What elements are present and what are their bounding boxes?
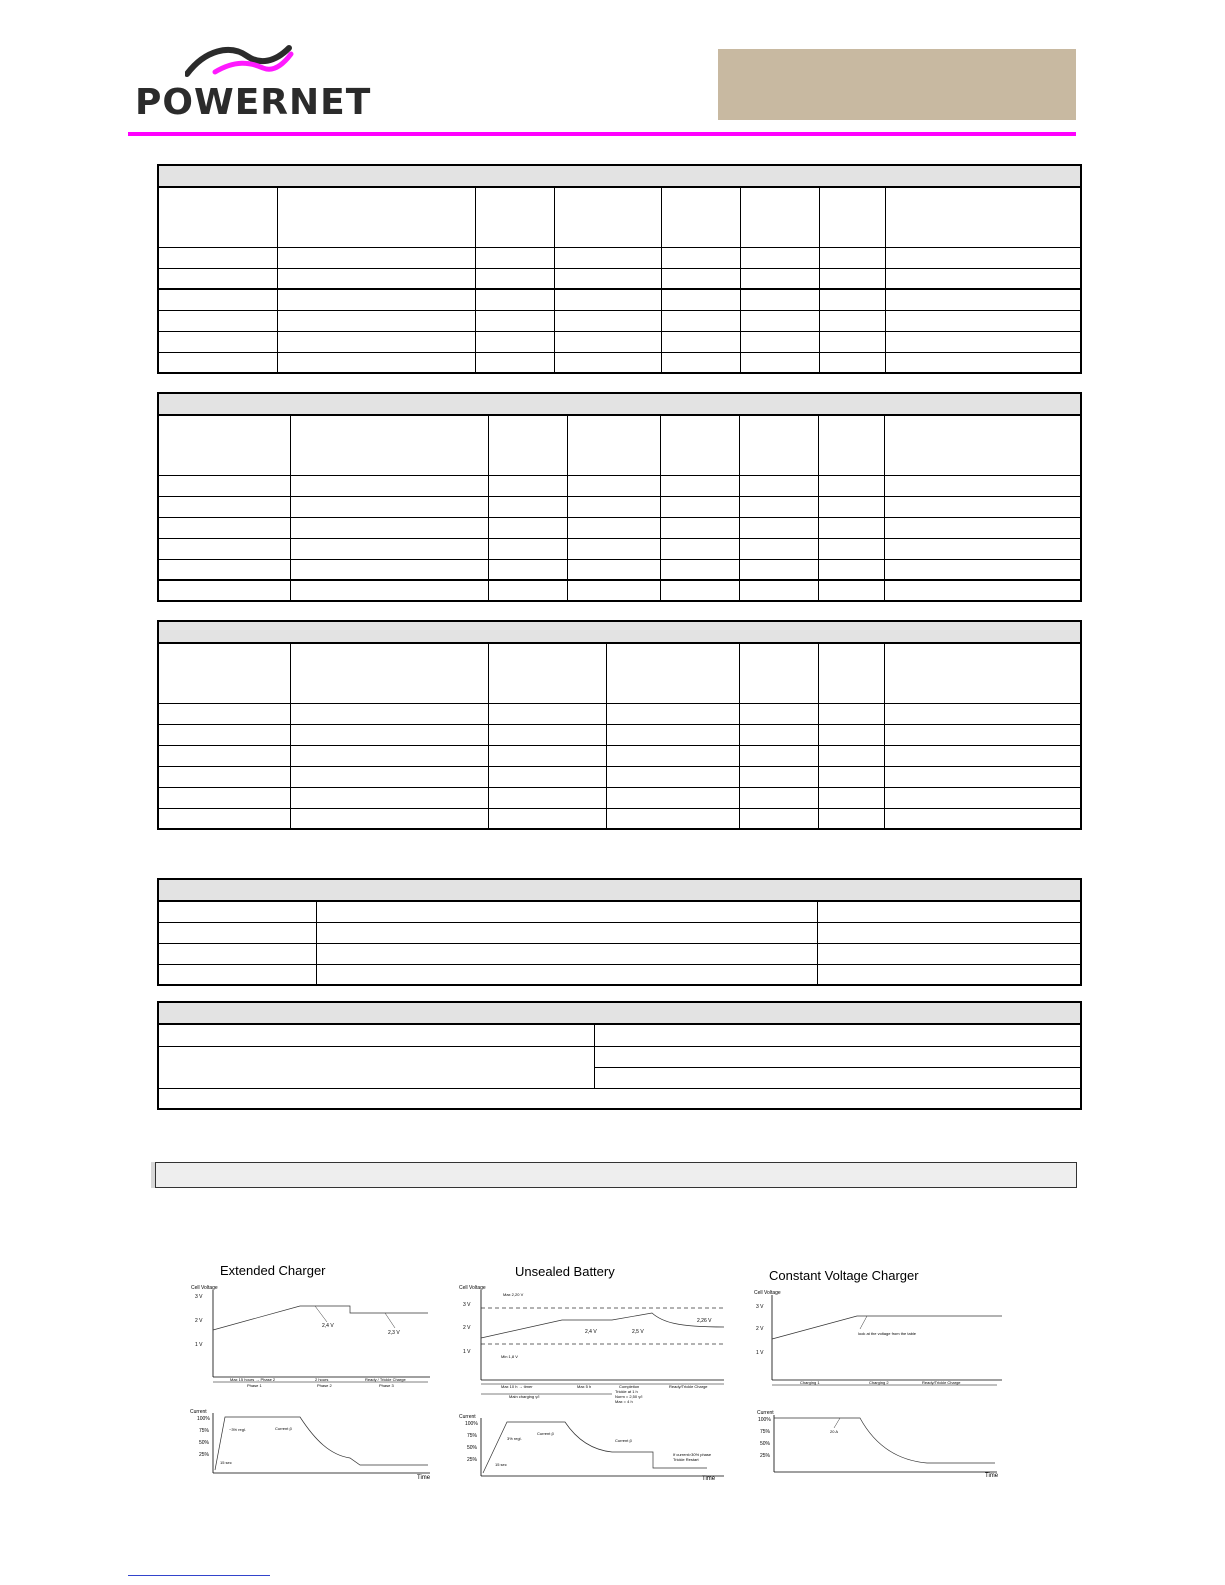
table-header: [158, 165, 1081, 187]
current-tick: 25%: [467, 1457, 478, 1463]
chart-title-constant: Constant Voltage Charger: [769, 1268, 919, 1283]
current-curve: [774, 1418, 995, 1463]
phase-label: Charging 1: [800, 1380, 820, 1385]
current-label: If current>30% phase: [673, 1452, 712, 1457]
header-title-box: [718, 49, 1076, 120]
voltage-tick: 3 V: [463, 1302, 471, 1308]
current-tick: 100%: [758, 1417, 771, 1423]
voltage-tick: 2 V: [756, 1326, 764, 1332]
voltage-axis-label: Cell Voltage: [754, 1290, 781, 1296]
voltage-tick: 1 V: [756, 1350, 764, 1356]
header-divider: [128, 132, 1076, 136]
table-header: [158, 621, 1081, 643]
voltage-label: look at the voltage from the table: [858, 1331, 917, 1336]
phase-name: Phase 2: [317, 1383, 332, 1388]
table-header: [158, 879, 1081, 901]
phase-label: Charging 2: [869, 1380, 889, 1385]
current-axis-label: Current: [757, 1410, 774, 1416]
current-tick: 50%: [760, 1441, 771, 1447]
phase-label: Ready/Trickle Charge: [922, 1380, 961, 1385]
current-tick: 50%: [467, 1445, 478, 1451]
spec-table-2: [157, 392, 1082, 602]
spec-table-1: [157, 164, 1082, 374]
table-header: [158, 393, 1081, 415]
unsealed-battery-diagram: [457, 1280, 727, 1480]
current-axis-label: Current: [459, 1414, 476, 1420]
section-bar: [155, 1162, 1077, 1188]
spec-table-3: [157, 620, 1082, 830]
current-curve: [483, 1422, 707, 1473]
phase-label: Max 5 h: [577, 1384, 592, 1389]
voltage-label: 2,5 V: [632, 1329, 644, 1335]
voltage-tick: 3 V: [756, 1304, 764, 1310]
current-curve: [215, 1417, 428, 1470]
voltage-tick: 2 V: [195, 1318, 203, 1324]
chart-title-unsealed: Unsealed Battery: [515, 1264, 615, 1279]
phase-note: Trickle at 1 h: [615, 1389, 638, 1394]
spec-table-4: [157, 878, 1082, 986]
current-label: Current β: [537, 1431, 554, 1436]
voltage-label: Min 1,8 V: [501, 1354, 518, 1359]
phase-name: Phase 3: [379, 1383, 394, 1388]
current-tick: 50%: [199, 1440, 210, 1446]
time-axis-label: Time: [985, 1473, 999, 1479]
current-label: Trickle Restart: [673, 1457, 699, 1462]
phase-label: Ready / Trickle Charge: [365, 1377, 406, 1382]
voltage-label: 2,3 V: [388, 1330, 400, 1336]
voltage-label: 2,4 V: [322, 1323, 334, 1329]
current-label: ~3% regl.: [229, 1427, 247, 1432]
current-label: 15 sec: [220, 1460, 232, 1465]
voltage-tick: 1 V: [195, 1342, 203, 1348]
voltage-curve: [481, 1313, 724, 1338]
logo-swoosh-icon: [185, 40, 295, 80]
voltage-axis-label: Cell Voltage: [191, 1285, 218, 1291]
time-axis-label: Time: [702, 1476, 716, 1480]
extended-charger-diagram: [185, 1280, 445, 1480]
constant-voltage-charger-diagram: [752, 1285, 1012, 1480]
current-label: 15 sec: [495, 1462, 507, 1467]
current-label: Current β: [275, 1426, 292, 1431]
brand-logo: POWERNET: [135, 82, 372, 123]
current-tick: 75%: [467, 1433, 478, 1439]
current-tick: 75%: [199, 1428, 210, 1434]
table-header: [158, 1002, 1081, 1024]
voltage-curve: [213, 1306, 428, 1330]
phase-note: Max = 4 h: [615, 1399, 633, 1404]
current-tick: 75%: [760, 1429, 771, 1435]
voltage-axis-label: Cell Voltage: [459, 1285, 486, 1291]
voltage-tick: 1 V: [463, 1349, 471, 1355]
current-label: 20 A: [830, 1429, 839, 1434]
voltage-label: 2,26 V: [697, 1318, 712, 1324]
current-tick: 100%: [465, 1421, 478, 1427]
voltage-tick: 3 V: [195, 1294, 203, 1300]
phase-label: Ready/Trickle Charge: [669, 1384, 708, 1389]
phase-note: Main charging γ/I: [509, 1394, 540, 1399]
current-label: 3% regl.: [507, 1436, 522, 1441]
voltage-tick: 2 V: [463, 1325, 471, 1331]
current-tick: 25%: [199, 1452, 210, 1458]
spec-table-5: [157, 1001, 1082, 1110]
time-axis-label: Time: [417, 1475, 431, 1480]
current-label: Current β: [615, 1438, 632, 1443]
phase-label: 2 hours: [315, 1377, 329, 1382]
current-tick: 25%: [760, 1453, 771, 1459]
current-tick: 100%: [197, 1416, 210, 1422]
footer-link[interactable]: [128, 1575, 270, 1576]
chart-title-extended: Extended Charger: [220, 1263, 326, 1278]
voltage-label: 2,4 V: [585, 1329, 597, 1335]
current-axis-label: Current: [190, 1409, 207, 1415]
phase-name: Phase 1: [247, 1383, 262, 1388]
phase-label: Max 10 h → timer: [501, 1384, 533, 1389]
phase-note: Norm = 2,50 γ/I: [615, 1394, 643, 1399]
phase-label: Completion: [619, 1384, 640, 1389]
voltage-label: Max 2,20 V: [503, 1292, 524, 1297]
phase-label: Max 15 hours → Phase 2: [230, 1377, 276, 1382]
